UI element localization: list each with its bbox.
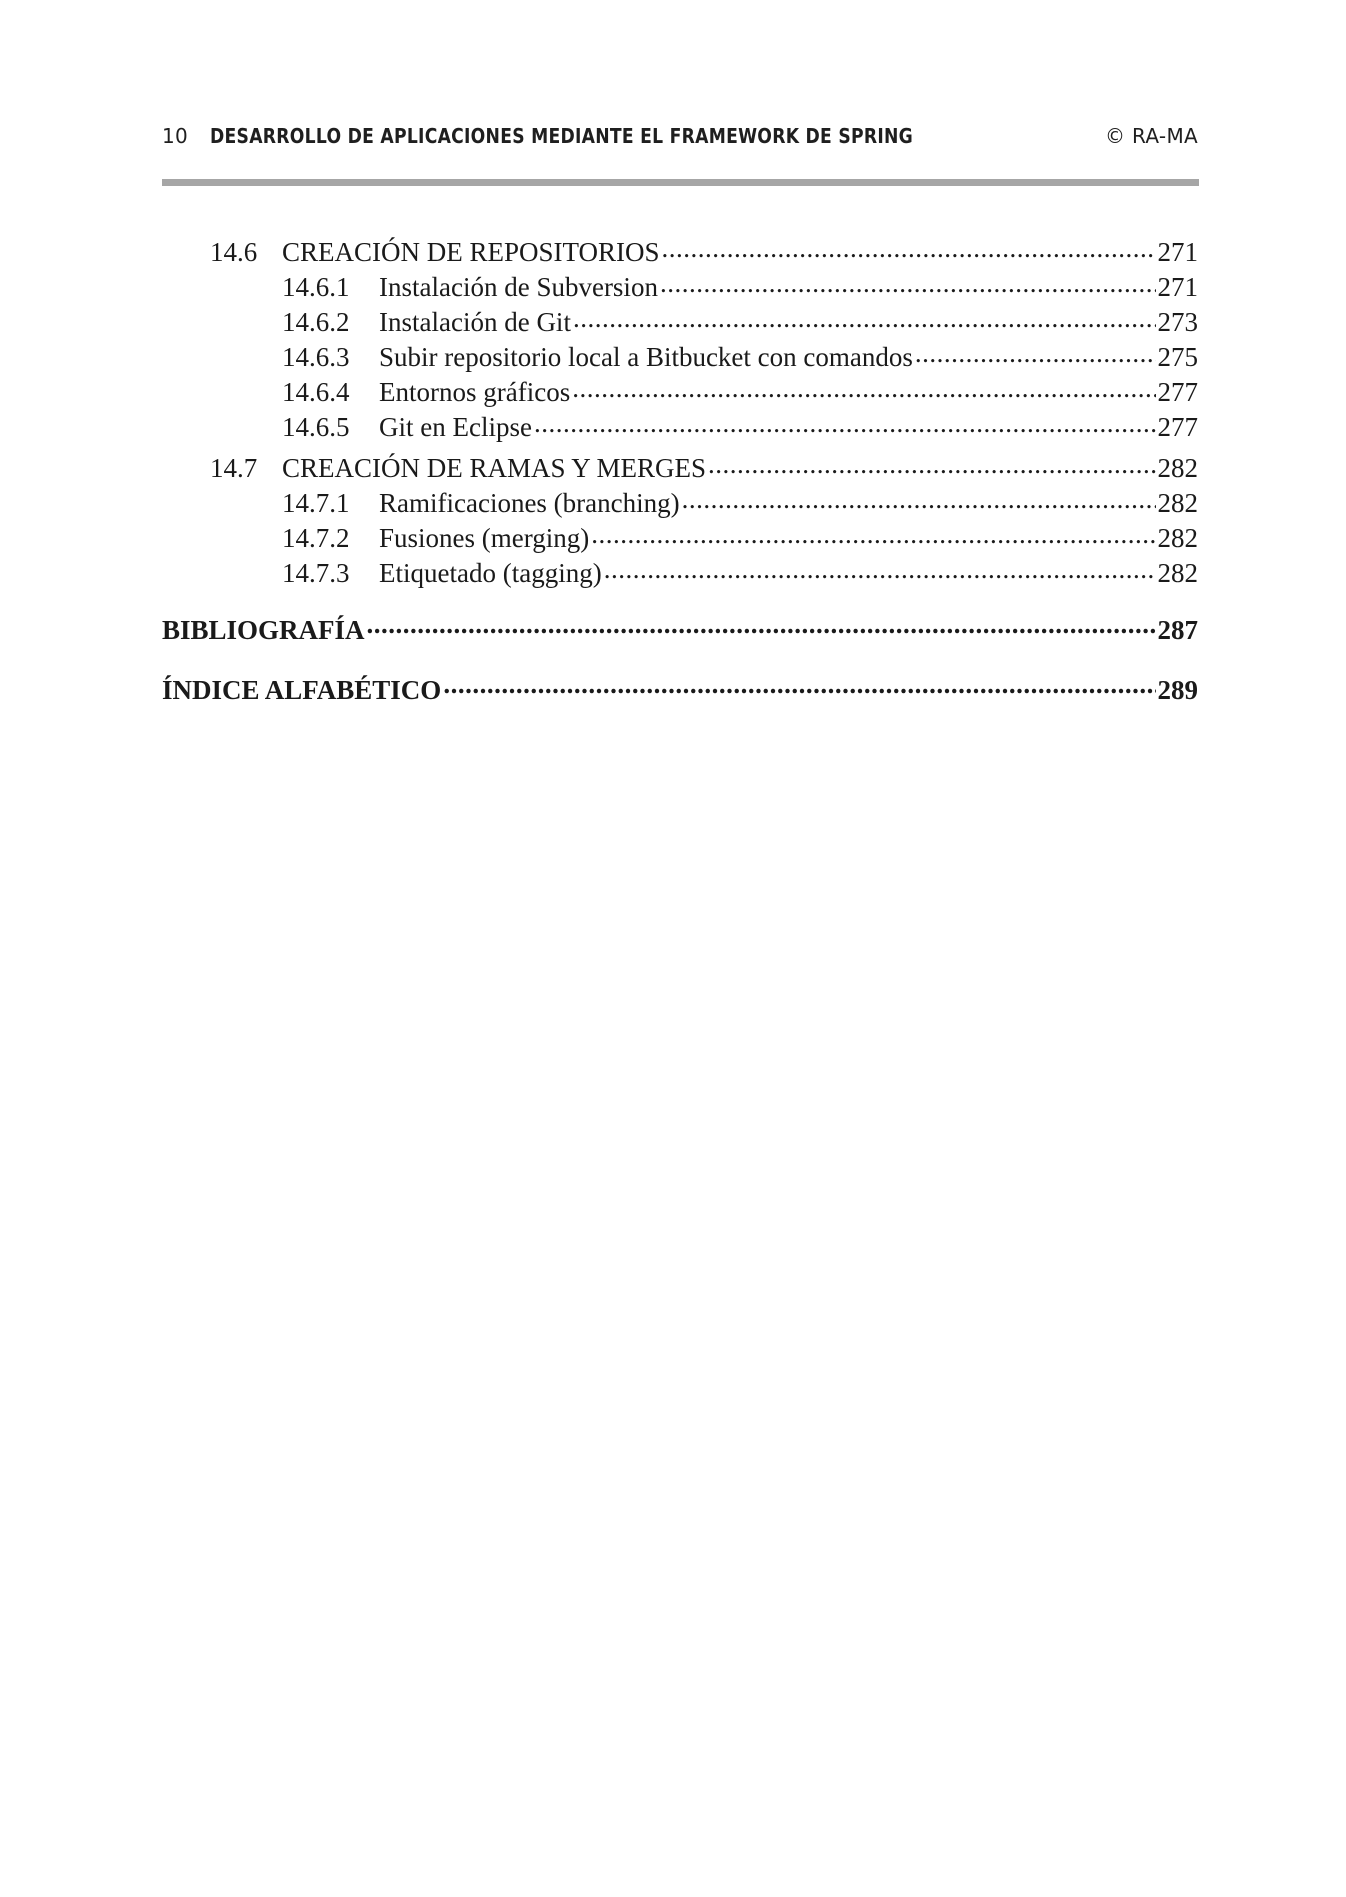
- dot-leader: [443, 672, 1155, 699]
- dot-leader: [367, 612, 1156, 639]
- toc-entry-page: 289: [1157, 675, 1198, 705]
- toc-entry-number: 14.6.2: [282, 307, 350, 337]
- toc-entry-number: 14.6.4: [282, 377, 350, 407]
- toc-entry-title: Ramificaciones (branching): [379, 488, 680, 518]
- header-rule: [162, 179, 1199, 186]
- toc-entry-page: 282: [1157, 453, 1198, 483]
- toc-entry-index: [162, 670, 1198, 710]
- toc-entry-title: CREACIÓN DE REPOSITORIOS: [282, 237, 660, 267]
- dot-leader: [573, 304, 1156, 331]
- toc-entry: [162, 304, 1198, 339]
- toc-entry-title: Git en Eclipse: [379, 412, 532, 442]
- toc-entry-title: Etiquetado (tagging): [379, 558, 602, 588]
- toc-entry: [162, 374, 1198, 409]
- toc-entry-number: 14.7: [210, 453, 258, 483]
- toc-entry-page: 271: [1157, 237, 1198, 267]
- toc-entry: [162, 520, 1198, 555]
- book-title: DESARROLLO DE APLICACIONES MEDIANTE EL FRAMEWORK DE SPRING: [210, 124, 914, 148]
- toc-entry-title: Subir repositorio local a Bitbucket con comandos: [379, 342, 913, 372]
- toc-entry-title: CREACIÓN DE RAMAS Y MERGES: [282, 453, 707, 483]
- toc-entry-page: 277: [1157, 412, 1198, 442]
- toc-entry-title: Entornos gráficos: [379, 377, 571, 407]
- toc-entry-number: 14.7.3: [282, 558, 350, 588]
- running-header: [162, 118, 1198, 154]
- toc-entry-number: 14.7.2: [282, 523, 350, 553]
- dot-leader: [682, 485, 1156, 512]
- toc-entry-bibliography: [162, 610, 1198, 650]
- dot-leader: [660, 269, 1156, 296]
- toc-entry: [162, 555, 1198, 590]
- toc-entry-number: 14.7.1: [282, 488, 350, 518]
- toc-entry: [162, 409, 1198, 444]
- toc-entry-title: Instalación de Git: [379, 307, 571, 337]
- toc-entry: [162, 450, 1198, 485]
- toc-entry-page: 282: [1157, 488, 1198, 518]
- toc-entry-title: ÍNDICE ALFABÉTICO: [162, 675, 442, 705]
- dot-leader: [534, 409, 1156, 436]
- dot-leader: [604, 555, 1156, 582]
- toc-entry-page: 282: [1157, 558, 1198, 588]
- toc-entry-page: 273: [1157, 307, 1198, 337]
- toc-entry-page: 271: [1157, 272, 1198, 302]
- dot-leader: [915, 339, 1156, 366]
- page-number: 10: [162, 124, 189, 148]
- toc-entry: [162, 339, 1198, 374]
- dot-leader: [662, 234, 1156, 261]
- toc-entry-page: 275: [1157, 342, 1198, 372]
- toc-entry-number: 14.6.3: [282, 342, 350, 372]
- toc-entry-page: 287: [1157, 615, 1198, 645]
- toc-entry: [162, 269, 1198, 304]
- toc-entry-page: 277: [1157, 377, 1198, 407]
- toc-entry-title: Fusiones (merging): [379, 523, 590, 553]
- dot-leader: [572, 374, 1155, 401]
- toc-entry-number: 14.6.1: [282, 272, 350, 302]
- toc-entry-number: 14.6.5: [282, 412, 350, 442]
- toc-entry: [162, 485, 1198, 520]
- toc-entry-number: 14.6: [210, 237, 258, 267]
- toc-entry-title: Instalación de Subversion: [379, 272, 658, 302]
- toc-entry: [162, 234, 1198, 269]
- table-of-contents: [162, 234, 1198, 710]
- toc-entry-page: 282: [1157, 523, 1198, 553]
- publisher-mark: © RA-MA: [1105, 124, 1198, 148]
- toc-entry-title: BIBLIOGRAFÍA: [162, 615, 365, 645]
- dot-leader: [708, 450, 1155, 477]
- dot-leader: [591, 520, 1155, 547]
